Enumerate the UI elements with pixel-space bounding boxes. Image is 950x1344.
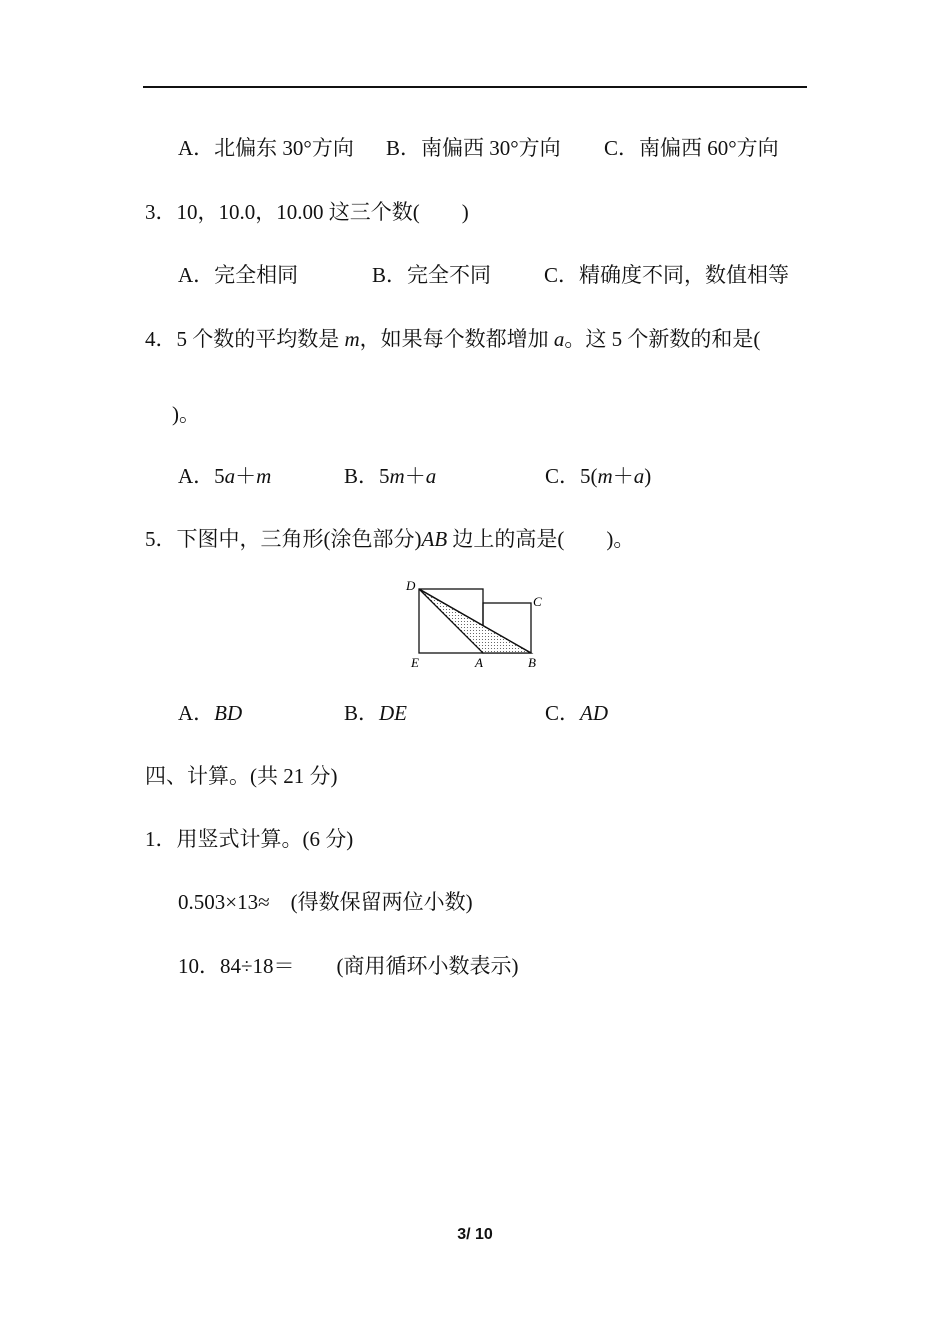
q4-option-c-var2: a [633, 464, 645, 488]
q4-option-b-var2: a [425, 464, 437, 488]
q5-option-b [344, 700, 407, 726]
q4-option-a-plus: ＋ [235, 464, 257, 488]
q4-option-b-coef: 5 [379, 464, 390, 488]
q2-option-a: A．北偏东 30°方向 [178, 136, 354, 160]
q5-option-c [545, 700, 608, 726]
q4-var-a: a [553, 327, 565, 351]
q4-stem-cont: )。 [172, 402, 200, 426]
q3-stem: 3．10，10.0，10.00 这三个数( ) [145, 200, 469, 224]
q5-stem [145, 526, 634, 552]
q4-option-a-var2: m [256, 464, 272, 488]
q5-option-c-label: C． [545, 701, 581, 725]
label-d: D [406, 578, 416, 593]
q5-option-c-value: AD [580, 701, 609, 725]
q4-stem-part3: 。这 5 个新数的和是( [564, 327, 761, 351]
label-e: E [411, 655, 419, 670]
s4-expr1: 0.503×13≈ (得数保留两位小数) [178, 890, 473, 914]
q4-option-b-label: B． [344, 464, 380, 488]
label-b: B [528, 655, 536, 670]
q4-option-a-var1: a [224, 464, 236, 488]
s4-expr2: 10．84÷18＝ (商用循环小数表示) [178, 954, 519, 978]
q4-option-a-label: A． [178, 464, 215, 488]
geometry-figure [400, 572, 550, 674]
q3-option-b: B．完全不同 [372, 263, 492, 287]
q4-stem-part1: 4．5 个数的平均数是 [145, 327, 345, 351]
q4-option-c [545, 463, 651, 489]
q5-option-b-label: B． [344, 701, 380, 725]
s4-q1: 1．用竖式计算。(6 分) [145, 827, 354, 851]
section-title: 四、计算。(共 21 分) [145, 764, 338, 788]
q4-var-m: m [344, 327, 360, 351]
label-a: A [475, 655, 483, 670]
q4-option-c-var1: m [597, 464, 613, 488]
q5-stem-var: AB [421, 527, 448, 551]
q4-option-b-var1: m [389, 464, 405, 488]
header-rule [143, 86, 807, 88]
q5-option-a [178, 700, 242, 726]
q5-option-a-label: A． [178, 701, 215, 725]
q2-option-b: B．南偏西 30°方向 [386, 136, 561, 160]
q4-option-a [178, 463, 271, 489]
q3-option-a: A．完全相同 [178, 263, 299, 287]
q4-stem-part2: ，如果每个数都增加 [359, 327, 554, 351]
label-c: C [533, 594, 542, 609]
page-number: 3/ 10 [457, 1226, 493, 1243]
q5-stem-part1: 5．下图中，三角形(涂色部分) [145, 527, 422, 551]
q5-option-b-value: DE [379, 701, 408, 725]
q4-option-c-plus: ＋ [612, 464, 634, 488]
q2-option-c: C．南偏西 60°方向 [604, 136, 779, 160]
q4-stem [145, 326, 760, 352]
q4-option-a-coef: 5 [214, 464, 225, 488]
q4-option-b [344, 463, 436, 489]
q5-stem-part2: 边上的高是( )。 [447, 527, 635, 551]
q4-option-c-close: ) [644, 464, 652, 488]
q4-option-b-plus: ＋ [404, 464, 426, 488]
q4-option-c-label: C． [545, 464, 581, 488]
q3-option-c: C．精确度不同，数值相等 [544, 263, 790, 287]
q5-option-a-value: BD [214, 701, 243, 725]
q4-option-c-open: 5( [580, 464, 598, 488]
